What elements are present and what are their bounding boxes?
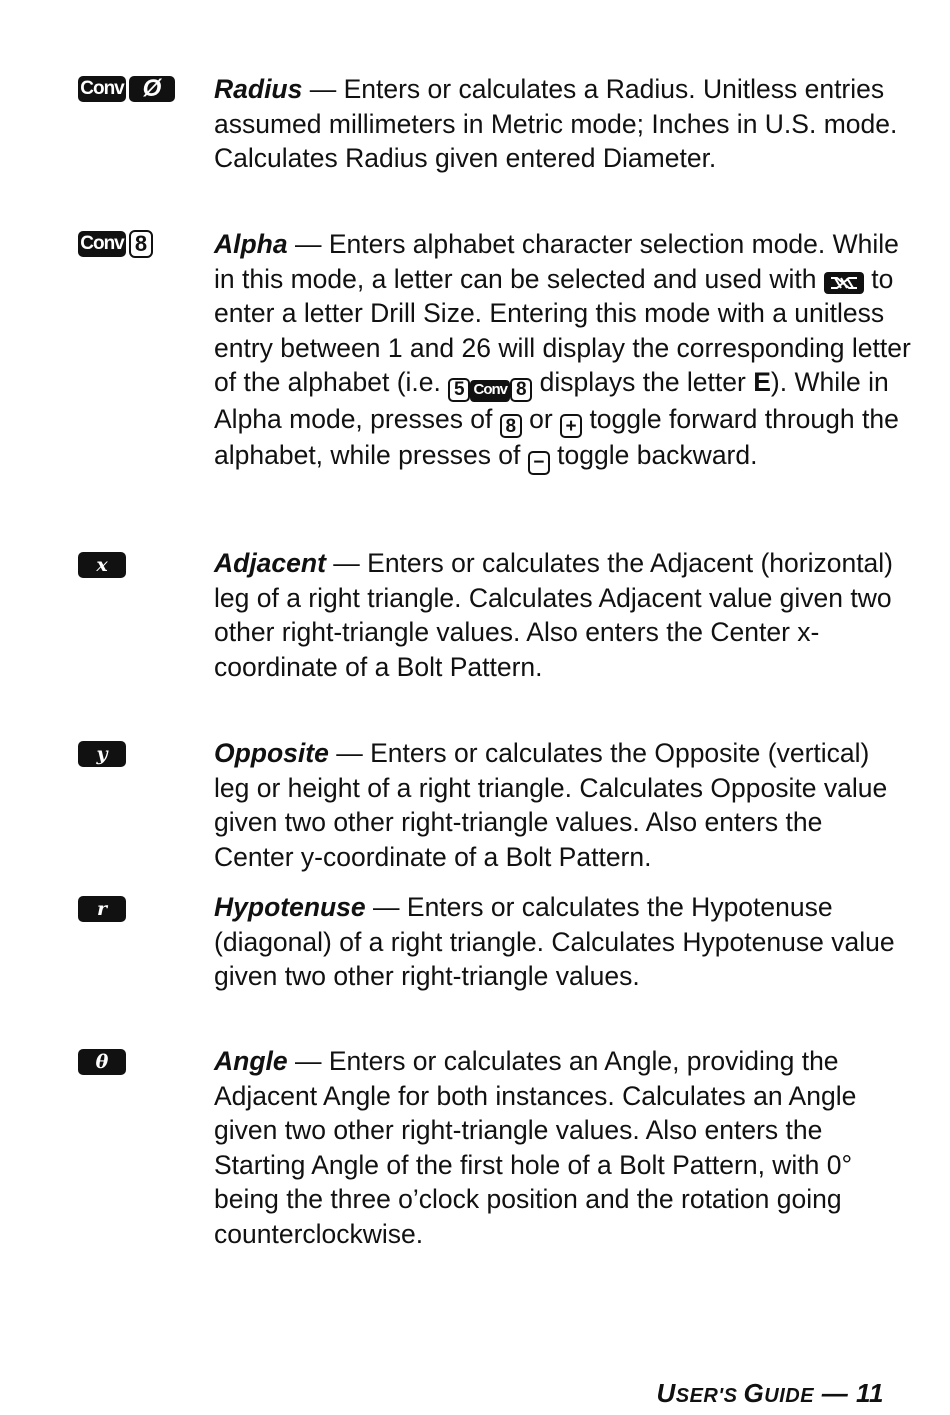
y-key-icon: y xyxy=(78,741,126,767)
five-key-icon: 5 xyxy=(448,378,470,402)
alpha-description xyxy=(214,227,914,475)
key-combo-angle xyxy=(78,1049,126,1075)
term-opposite: Opposite xyxy=(214,738,329,768)
alpha-text-3: displays the letter xyxy=(532,367,754,398)
page-footer xyxy=(656,1378,884,1409)
angle-text: — Enters or calculates an Angle, providing the Adjacent Angle for both instances. Calculates an Angle given two other right-triangle values. Also enters the Starting Angle of the first hole of a Bolt Pattern, with 0° being the three o’clock position and the rotation going counterclockwise. xyxy=(214,1046,857,1249)
footer-g: G xyxy=(743,1378,765,1408)
eight-key-icon: 8 xyxy=(500,414,522,438)
radius-text: — Enters or calculates a Radius. Unitless entries assumed millimeters in Metric mode; Inches in U.S. mode. Calculates Radius given entered Diameter. xyxy=(214,74,898,174)
letter-e: E xyxy=(753,367,771,398)
key-combo-opposite xyxy=(78,741,126,767)
eight-key-icon: 8 xyxy=(129,230,153,258)
minus-key-icon: − xyxy=(528,451,550,475)
diameter-key-icon: Ø xyxy=(129,76,175,102)
alpha-text-1: — Enters alphabet character selection mode. While in this mode, a letter can be selected and used with xyxy=(214,229,899,294)
footer-apos: 'S xyxy=(718,1385,744,1407)
adjacent-text: — Enters or calculates the Adjacent (horizontal) leg of a right triangle. Calculates Adjacent value given two other right-triangle values. Also enters the Center x-coordinate of a Bolt Pattern. xyxy=(214,548,894,682)
eight-key-icon: 8 xyxy=(510,378,532,402)
alpha-text-6: toggle backward. xyxy=(549,440,758,471)
term-angle: Angle xyxy=(214,1046,288,1076)
footer-ser: SER xyxy=(675,1385,719,1407)
alpha-or: or xyxy=(521,403,561,434)
key-combo-adjacent xyxy=(78,552,126,578)
conv-key-icon: Conv xyxy=(470,380,510,402)
r-key-icon: r xyxy=(78,896,126,922)
radius-description xyxy=(214,72,904,176)
hypotenuse-description xyxy=(214,890,914,994)
alpha-text-5: toggle forward through the alphabet, while presses of xyxy=(214,403,899,471)
theta-key-icon: θ xyxy=(78,1049,126,1075)
term-alpha: Alpha xyxy=(214,229,288,259)
opposite-description xyxy=(214,736,894,874)
term-radius: Radius xyxy=(214,74,303,104)
footer-u: U xyxy=(656,1378,676,1408)
drill-size-key-icon xyxy=(824,272,864,294)
footer-uide: UIDE xyxy=(764,1385,815,1407)
alpha-text-2: to enter a letter Drill Size. Entering this mode with a unitless entry between 1 and 26 will display the corresponding letter of the alphabet (i.e. xyxy=(214,263,911,398)
term-adjacent: Adjacent xyxy=(214,548,326,578)
key-combo-radius xyxy=(78,76,175,102)
key-combo-alpha xyxy=(78,230,153,258)
angle-description xyxy=(214,1044,904,1252)
opposite-text: — Enters or calculates the Opposite (vertical) leg or height of a right triangle. Calculates Opposite value given two other right-triangle values. Also enters the Center y-coordinate of a Bolt Pattern. xyxy=(214,738,888,872)
hypotenuse-text: — Enters or calculates the Hypotenuse (diagonal) of a right triangle. Calculates Hypotenuse value given two other right-triangle values. xyxy=(214,892,895,992)
conv-key-icon: Conv xyxy=(78,231,126,257)
plus-key-icon: + xyxy=(560,414,582,438)
x-key-icon: x xyxy=(78,552,126,578)
adjacent-description xyxy=(214,546,904,684)
alpha-text-4: ). While in Alpha mode, presses of xyxy=(214,367,889,434)
conv-key-icon: Conv xyxy=(78,76,126,102)
key-combo-hypotenuse xyxy=(78,896,126,922)
term-hypotenuse: Hypotenuse xyxy=(214,892,366,922)
drill-bit-icon xyxy=(829,275,859,291)
page-number: — 11 xyxy=(814,1378,884,1408)
